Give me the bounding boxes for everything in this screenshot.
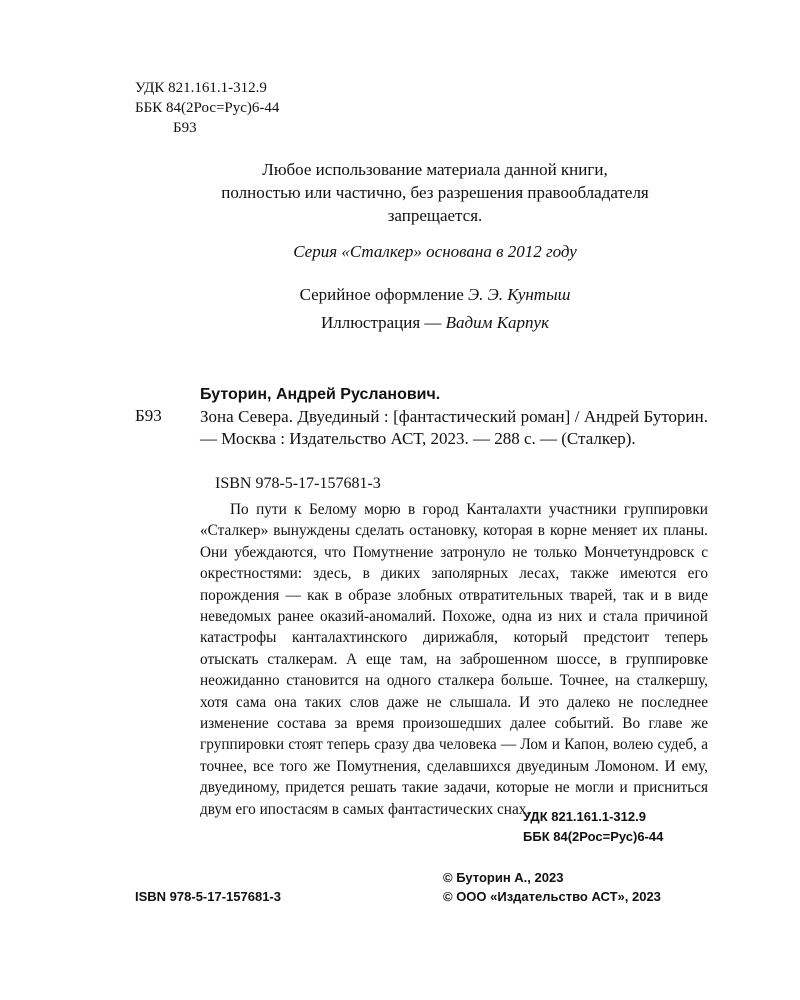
illustration-name: Вадим Карпук xyxy=(445,313,550,332)
catalog-author-heading: Буторин, Андрей Русланович. xyxy=(200,386,441,403)
copyright-notice xyxy=(150,158,720,227)
bottom-udk: УДК 821.161.1-312.9 xyxy=(523,809,646,824)
design-credit xyxy=(150,285,720,305)
design-name: Э. Э. Кунтыш xyxy=(468,285,571,304)
series-note: Серия «Сталкер» основана в 2012 году xyxy=(293,242,577,261)
catalog-title-block: Зона Севера. Двуединый : [фантастический роман] / Андрей Буторин. — Москва : Издательство АСТ, 2023. — 288 с. — (Сталкер). xyxy=(200,407,708,448)
classification-codes xyxy=(135,78,279,138)
illustration-label: Иллюстрация — xyxy=(320,313,442,332)
copyright-line: Любое использование материала данной книги, xyxy=(262,160,608,179)
annotation-text: По пути к Белому морю в город Канталахти участники группировки «Сталкер» вынуждены сделать остановку, которая в корне меняет их планы. Они убеждаются, что Помутнение затронуло не только Мончетундровск с окрестностями: здесь, в диких заполярных лесах, также имеются его порождения — как в образе злобных отвратительных тварей, так и в виде неведомых ранее оказий-аномалий. Похоже, одна из них и стала причиной катастрофы канталахтинского дирижабля, который предстоит теперь отыскать сталкерам. А еще там, на заброшенном шоссе, в группировке неожиданно становится на одного сталкера больше. Точнее, на сталкершу, хотя сама она таких слов даже не слышала. И это далеко не последнее изменение состава за время произошедших далее событий. Во главе же группировки стоят теперь сразу два человека — Лом и Капон, волею судеб, а точнее, все того же Помутнения, сделавшихся двуединым Ломоном. И ему, двуединому, придется решать такие задачи, которые не могли и присниться двум его ипостасям в самых фантастических снах. xyxy=(200,501,708,818)
design-label: Серийное оформление xyxy=(299,285,464,304)
bbk-code: ББК 84(2Рос=Рус)6-44 xyxy=(135,100,280,116)
bottom-bbk: ББК 84(2Рос=Рус)6-44 xyxy=(523,829,664,844)
udk-code: УДК 821.161.1-312.9 xyxy=(135,80,267,96)
catalog-isbn: ISBN 978-5-17-157681-3 xyxy=(215,475,381,492)
copyright-publisher: © ООО «Издательство АСТ», 2023 xyxy=(443,889,661,904)
copyright-line: запрещается. xyxy=(387,206,483,225)
catalog-code: Б93 xyxy=(135,406,162,425)
bottom-classification xyxy=(523,807,663,847)
copyright-author: © Буторин А., 2023 xyxy=(443,870,564,885)
bottom-isbn: ISBN 978-5-17-157681-3 xyxy=(135,889,281,904)
copyright-line: полностью или частично, без разрешения правообладателя xyxy=(221,183,649,202)
author-mark: Б93 xyxy=(173,120,197,136)
illustration-credit xyxy=(150,313,720,333)
